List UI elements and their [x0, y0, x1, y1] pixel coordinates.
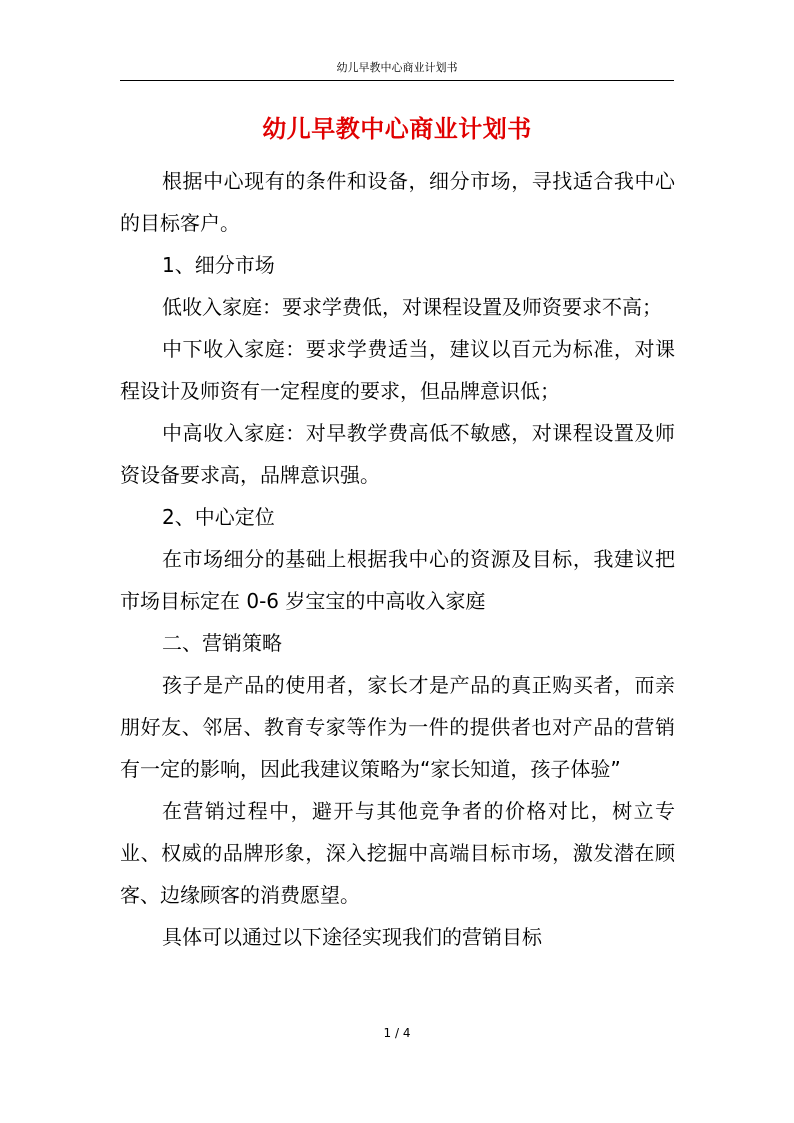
page-number: 1 / 4	[383, 1026, 411, 1040]
paragraph-positioning: 在市场细分的基础上根据我中心的资源及目标，我建议把市场目标定在 0-6 岁宝宝的中高收入家庭	[120, 547, 675, 613]
heading-market-segmentation: 1、细分市场	[162, 253, 275, 277]
paragraph-mid-high-income: 中高收入家庭：对早教学费高低不敏感，对课程设置及师资设备要求高，品牌意识强。	[120, 421, 675, 487]
paragraph-intro: 根据中心现有的条件和设备，细分市场，寻找适合我中心的目标客户。	[120, 169, 675, 235]
heading-marketing-strategy: 二、营销策略	[162, 631, 282, 655]
paragraph-mid-low-income: 中下收入家庭：要求学费适当，建议以百元为标准，对课程设计及师资有一定程度的要求，但品牌意识低；	[120, 337, 675, 403]
paragraph-marketing-process: 在营销过程中，避开与其他竞争者的价格对比，树立专业、权威的品牌形象，深入挖掘中高端目标市场，激发潜在顾客、边缘顾客的消费愿望。	[120, 799, 675, 907]
paragraph-strategy: 孩子是产品的使用者，家长才是产品的真正购买者，而亲朋好友、邻居、教育专家等作为一件的提供者也对产品的营销有一定的影响，因此我建议策略为“家长知道，孩子体验”	[120, 673, 675, 781]
running-header: 幼儿早教中心商业计划书	[336, 61, 458, 74]
heading-center-positioning: 2、中心定位	[162, 505, 275, 529]
document-body	[120, 160, 675, 958]
document-title: 幼儿早教中心商业计划书	[262, 115, 532, 143]
paragraph-approach: 具体可以通过以下途径实现我们的营销目标	[162, 925, 542, 949]
header-divider	[120, 80, 674, 81]
paragraph-low-income: 低收入家庭：要求学费低，对课程设置及师资要求不高；	[162, 295, 662, 319]
